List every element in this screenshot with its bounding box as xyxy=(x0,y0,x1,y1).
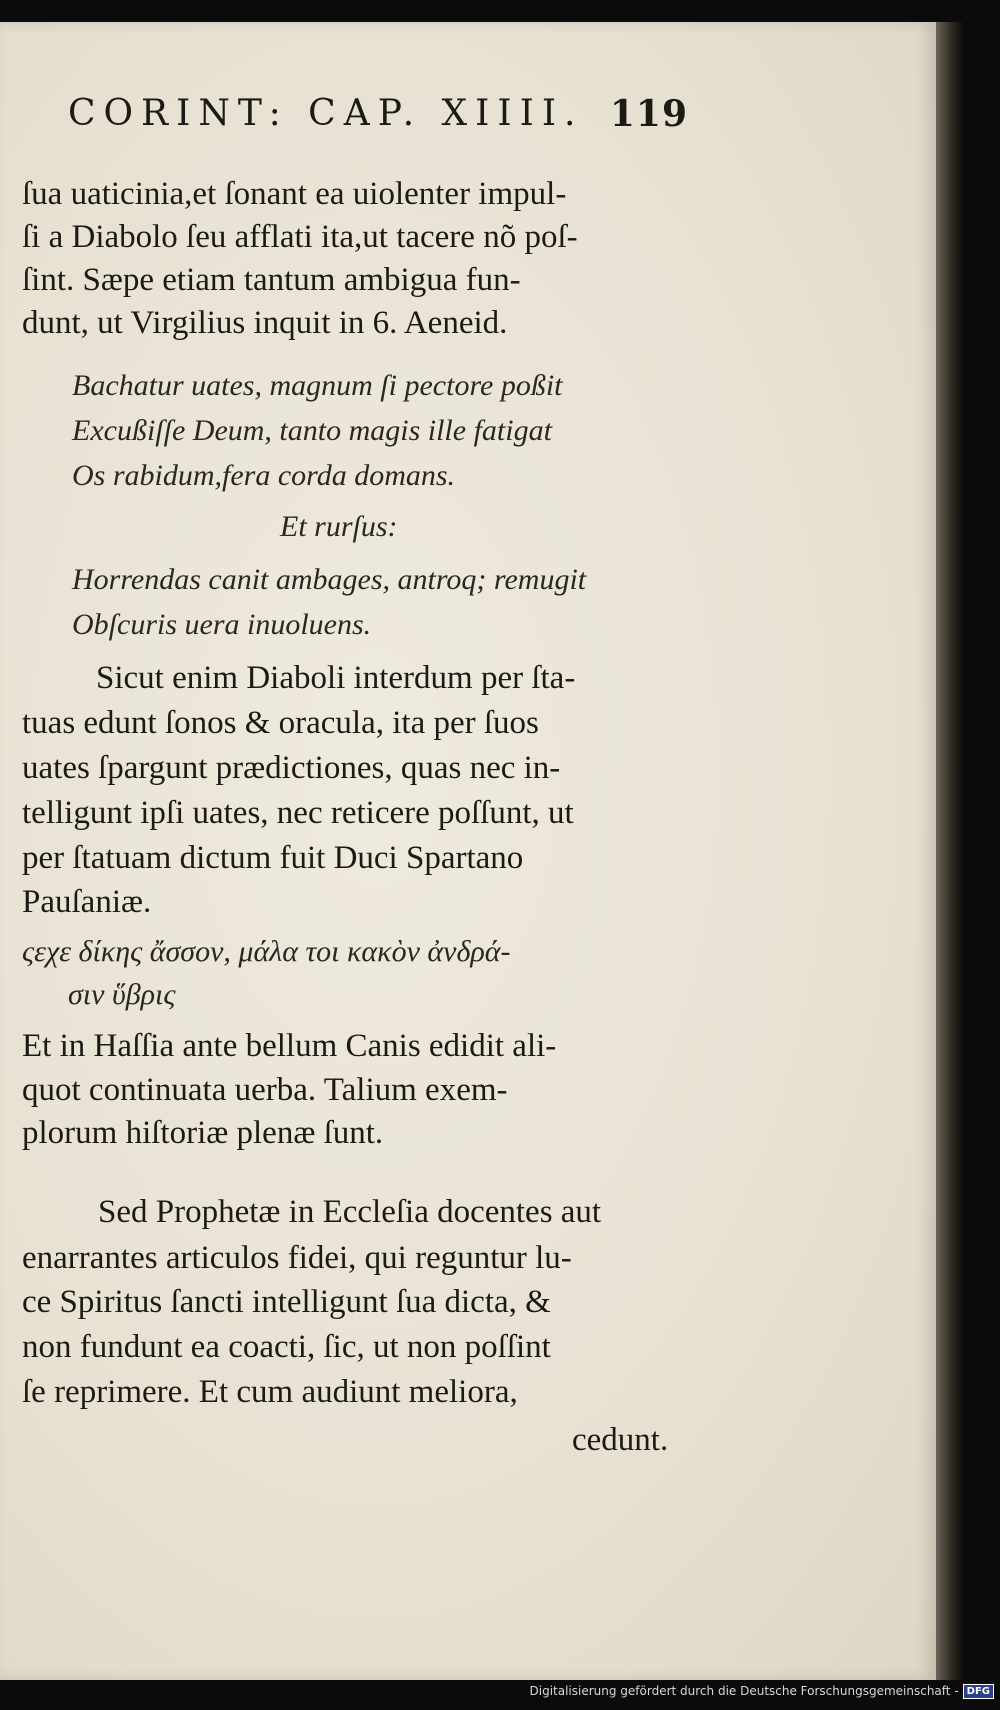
page-number: 119 xyxy=(609,93,688,135)
text-line: ce Spiritus ſancti intelligunt ſua dicta, & xyxy=(22,1284,551,1320)
text-line: dunt, ut Virgilius inquit in 6. Aeneid. xyxy=(22,305,508,341)
credit-text: Digitalisierung gefördert durch die Deutsche Forschungsgemeinschaft - xyxy=(529,1684,959,1698)
text-line: ſe reprimere. Et cum audiunt meliora, xyxy=(22,1374,518,1410)
text-line: tuas edunt ſonos & oracula, ita per ſuos xyxy=(22,705,539,741)
text-line: ſua uaticinia,et ſonant ea uiolenter impul- xyxy=(22,176,567,212)
verse-line: Excußiſſe Deum, tanto magis ille fatigat xyxy=(72,414,552,447)
running-header xyxy=(68,93,688,153)
verse-line: Bachatur uates, magnum ſi pectore poßit xyxy=(72,369,563,402)
text-line: Et in Haſſia ante bellum Canis edidit ali- xyxy=(22,1028,557,1064)
text-line: quot continuata uerba. Talium exem- xyxy=(22,1072,508,1108)
catchword: cedunt. xyxy=(572,1422,669,1458)
dfg-logo: DFG xyxy=(963,1684,994,1699)
text-line: plorum hiſtoriæ plenæ ſunt. xyxy=(22,1115,384,1151)
page-gutter-shadow xyxy=(936,22,964,1680)
text-line: ſi a Diabolo ſeu afflati ita,ut tacere nõ poſ- xyxy=(22,219,578,255)
greek-line: ςεχε δίκης ἄσσον, μάλα τοι κακὸν ἀνδρά- xyxy=(22,935,511,968)
text-line: uates ſpargunt prædictiones, quas nec in- xyxy=(22,750,561,786)
running-title: CORINT: CAP. XIIII. xyxy=(68,93,584,134)
et-rursus: Et rurſus: xyxy=(280,510,398,543)
verse-line: Horrendas canit ambages, antroq; remugit xyxy=(72,563,587,596)
text-line: Pauſaniæ. xyxy=(22,884,152,920)
digitization-credit xyxy=(530,1680,995,1702)
text-line: Sicut enim Diaboli interdum per ſta- xyxy=(96,660,576,696)
text-line: per ſtatuam dictum fuit Duci Spartano xyxy=(22,840,524,876)
text-line: ſint. Sæpe etiam tantum ambigua fun- xyxy=(22,262,521,298)
text-line: Sed Prophetæ in Eccleſia docentes aut xyxy=(98,1194,602,1230)
text-line: non fundunt ea coacti, ſic, ut non poſſint xyxy=(22,1329,551,1365)
text-line: telligunt ipſi uates, nec reticere poſſunt, ut xyxy=(22,795,574,831)
verse-line: Obſcuris uera inuoluens. xyxy=(72,608,372,641)
verse-line: Os rabidum,fera corda domans. xyxy=(72,459,456,492)
text-line: enarrantes articulos fidei, qui reguntur lu- xyxy=(22,1240,572,1276)
greek-line: σιν ὕβρις xyxy=(68,978,176,1011)
